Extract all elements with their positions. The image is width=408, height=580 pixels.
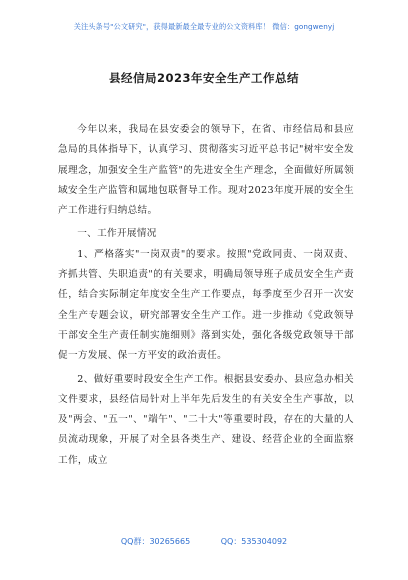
qq-group: QQ群：30265665	[120, 537, 191, 546]
document-body	[58, 120, 354, 471]
document-title: 县经信局2023年安全生产工作总结	[108, 71, 299, 85]
qq-number: QQ：535304092	[220, 537, 288, 546]
item-paragraph-1: 1、严格落实"一岗双责"的要求。按照"党政同责、一岗双责、齐抓共管、失职追责"的有关要求，明确局领导班子成员安全生产责任，结合实际制定年度安全生产工作要点，每季度至少召开一次安全生产专题会议，研究部署安全生产工作。进一步推动《党政领导干部安全生产责任制实施细则》落到实处，强化各级党政领导干部促一方发展、保一方平安的政治责任。	[58, 248, 354, 362]
item-paragraph-2: 2、做好重要时段安全生产工作。根据县安委办、县应急办相关文件要求，县经信局针对上半年先后发生的有关安全生产事故，以及"两会、"五一"、"端午"、"二十大"等重要时段，存在的大量的人员流动现象，开展了对全县各类生产、建设、经营企业的全面监察工作，成立	[58, 373, 354, 466]
intro-paragraph: 今年以来，我局在县安委会的领导下，在省、市经信局和县应急局的具体指导下，认真学习、贯彻落实习近平总书记"树牢安全发展理念，加强安全生产监管"的先进安全生产理念，全面做好所属领域安全生产监管和属地包联督导工作。现对2023年度开展的安全生产工作进行归纳总结。	[58, 124, 354, 217]
header-banner: 关注头条号"公文研究"，获得最新最全最专业的公文资料库！ 微信：gongwenyj	[73, 22, 335, 31]
section-heading: 一、工作开展情况	[77, 228, 157, 240]
footer-contacts	[0, 536, 408, 547]
